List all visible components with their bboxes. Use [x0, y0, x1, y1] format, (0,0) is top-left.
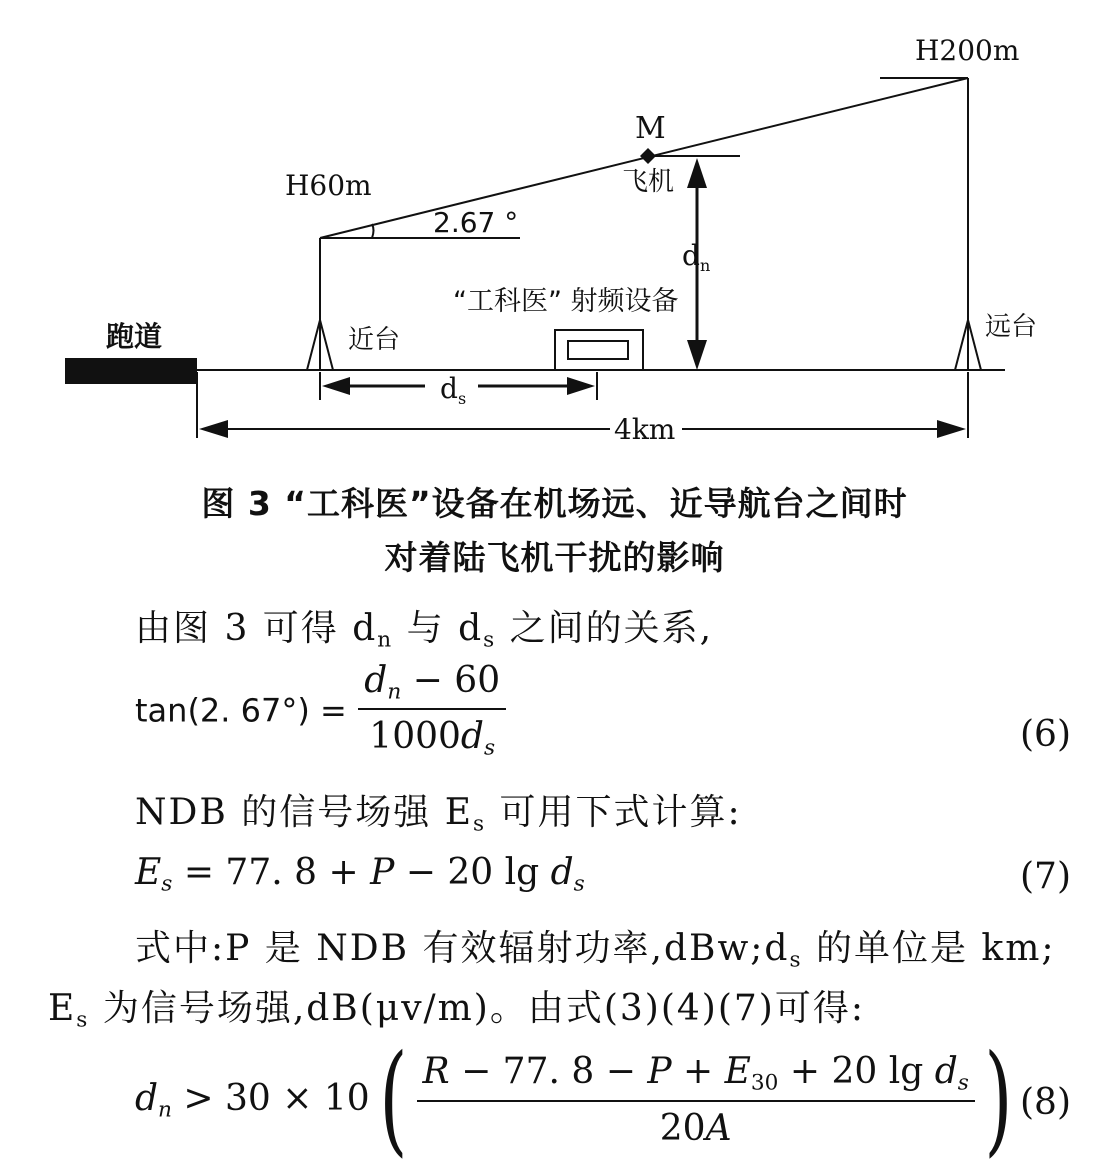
label-aircraft: 飞机 — [622, 167, 675, 197]
paragraph-relation: 由图 3 可得 $d_n$ 与 $d_s$ 之间的关系, — [135, 608, 714, 653]
label-distance: 4km — [614, 413, 676, 446]
figure-caption-line1: 图 3 “工科医”设备在机场远、近导航台之间时 — [201, 484, 908, 523]
label-dn: $d_n$ — [682, 239, 711, 275]
label-m: M — [635, 111, 666, 146]
equation-6: tan(2. 67°) = $\frac{d_n - 60}{1000d_s}$ — [135, 660, 506, 761]
paragraph-ndb: NDB 的信号场强 $E_s$ 可用下式计算: — [135, 792, 742, 837]
figure-caption-line2: 对着陆飞机干扰的影响 — [384, 538, 725, 577]
dn-arrow-down-icon — [687, 340, 707, 370]
paragraph-where: 式中:P 是 NDB 有效辐射功率$,dBw;d_s$ 的单位是 km; — [135, 928, 1056, 973]
runway-block — [65, 358, 197, 384]
approach-diagram — [0, 0, 1109, 460]
equation-7: $E_s = 77$. 8 + P − 20 $\lg d_s$ — [135, 852, 585, 897]
label-ds: $d_s$ — [440, 372, 467, 408]
equation-8-number: (8) — [1020, 1082, 1071, 1123]
ds-arrow-right-icon — [567, 377, 595, 395]
label-runway: 跑道 — [106, 320, 163, 353]
dist-arrow-right-icon — [937, 420, 966, 438]
label-near-station: 近台 — [348, 325, 401, 355]
equation-8: $d_n > 30 \times 10$( $\frac{R - 77. 8 - P + E_{30} + 20 \lg d_s}{20A}$ ) — [135, 1030, 1013, 1169]
label-h60: H60m — [285, 169, 372, 202]
label-h200: H200m — [915, 34, 1020, 67]
equation-7-number: (7) — [1020, 856, 1071, 897]
label-far-station: 远台 — [985, 312, 1038, 342]
dn-arrow-up-icon — [687, 158, 707, 188]
angle-arc — [372, 224, 374, 238]
paragraph-field-strength: $E_s$ 为信号场强,dB(μv/m)。由式(3)(4)(7)可得: — [48, 988, 865, 1033]
ds-arrow-left-icon — [322, 377, 350, 395]
equation-6-number: (6) — [1020, 714, 1071, 755]
rf-device-inner — [568, 341, 628, 359]
label-angle: 2.67 ° — [433, 206, 519, 239]
dist-arrow-left-icon — [199, 420, 228, 438]
label-rf-device: “工科医” 射频设备 — [453, 286, 679, 317]
